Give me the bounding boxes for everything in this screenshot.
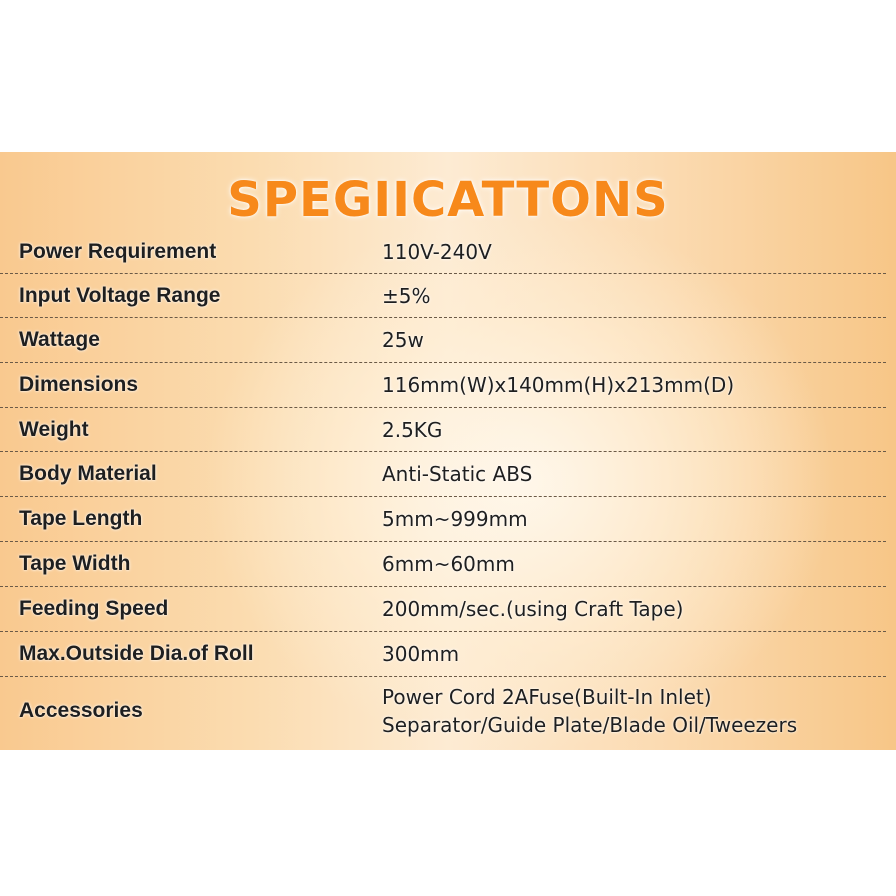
spec-value: 116mm(W)x140mm(H)x213mm(D) <box>382 373 735 397</box>
spec-label: Wattage <box>19 328 100 351</box>
spec-label: Tape Width <box>19 552 131 575</box>
spec-label: Accessories <box>19 699 143 722</box>
spec-value: ±5% <box>382 283 431 308</box>
spec-value: Anti-Static ABS <box>382 462 533 486</box>
spec-value-line: Separator/Guide Plate/Blade Oil/Tweezers <box>382 713 798 737</box>
spec-row-input-voltage-range <box>0 274 886 318</box>
spec-row-wattage <box>0 318 886 363</box>
spec-value: 6mm~60mm <box>382 552 515 576</box>
spec-row-power-requirement <box>0 230 886 274</box>
spec-label: Power Requirement <box>19 239 217 263</box>
spec-value: 5mm~999mm <box>382 507 528 531</box>
spec-value: 25w <box>382 328 424 352</box>
spec-value-line: Power Cord 2AFuse(Built-In Inlet) <box>382 685 712 709</box>
spec-value: 200mm/sec.(using Craft Tape) <box>382 597 684 621</box>
spec-label: Body Material <box>19 462 157 485</box>
spec-row-accessories <box>0 677 886 745</box>
spec-label: Weight <box>19 417 89 441</box>
spec-row-body-material <box>0 452 886 497</box>
spec-value-multiline <box>382 683 886 739</box>
spec-row-max-outside-dia <box>0 632 886 677</box>
page-title: SPEGIICATTONS <box>227 172 669 228</box>
spec-label: Max.Outside Dia.of Roll <box>19 642 254 665</box>
specifications-panel <box>0 152 896 750</box>
spec-value: 110V-240V <box>382 239 492 264</box>
spec-table <box>0 230 886 745</box>
spec-value: 2.5KG <box>382 417 443 442</box>
spec-label: Tape Length <box>19 507 143 530</box>
spec-row-dimensions <box>0 363 886 408</box>
spec-row-tape-width <box>0 542 886 587</box>
spec-value: 300mm <box>382 642 460 666</box>
spec-label: Feeding Speed <box>19 597 169 620</box>
spec-label: Dimensions <box>19 373 139 396</box>
spec-row-weight <box>0 408 886 452</box>
spec-row-tape-length <box>0 497 886 542</box>
spec-label: Input Voltage Range <box>19 283 221 307</box>
spec-row-feeding-speed <box>0 587 886 632</box>
